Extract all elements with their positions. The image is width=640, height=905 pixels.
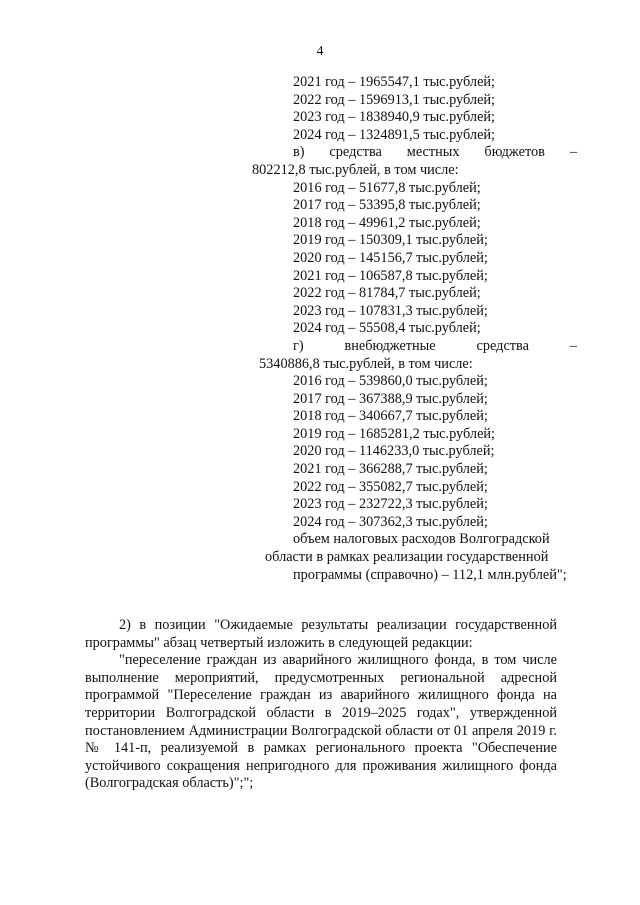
extra-budget-total: 5340886,8 тыс.рублей, в том числе: (259, 355, 473, 372)
local-dash: – (569, 144, 577, 161)
local-year-2023: 2023 год – 107831,3 тыс.рублей; (293, 302, 488, 319)
extra-year-2024: 2024 год – 307362,3 тыс.рублей; (293, 513, 488, 530)
amendment-quote: "переселение граждан из аварийного жилищного фонда, в том числе выполнение мероприятий, предусмотренных региональной адресной программой "Переселение граждан из аварийного жилищного фонда на территории Волгоградской области в 2019–2025 годах", утвержденной постановлением Администрации Волгоградской области от 01 апреля 2019 г. № 141-п, реализуемой в рамках регионального проекта "Обеспечение устойчивого сокращения непригодного для проживания жилищного фонда (Волгоградская область)";"; (85, 652, 557, 792)
extra-word-2: средства (476, 337, 529, 354)
extra-year-2016: 2016 год – 539860,0 тыс.рублей; (293, 373, 488, 390)
regional-year-2022: 2022 год – 1596913,1 тыс.рублей; (293, 91, 496, 108)
regional-year-2024: 2024 год – 1324891,5 тыс.рублей; (293, 126, 496, 143)
local-year-2017: 2017 год – 53395,8 тыс.рублей; (293, 197, 481, 214)
extra-letter: г) (293, 337, 304, 354)
local-letter: в) (293, 144, 305, 161)
extra-year-2019: 2019 год – 1685281,2 тыс.рублей; (293, 425, 496, 442)
budget-column (252, 74, 577, 584)
extra-year-2021: 2021 год – 366288,7 тыс.рублей; (293, 461, 488, 478)
extra-budget-heading (265, 338, 577, 356)
local-year-2018: 2018 год – 49961,2 тыс.рублей; (293, 214, 481, 231)
extra-year-2023: 2023 год – 232722,3 тыс.рублей; (293, 496, 488, 513)
extra-word-1: внебюджетные (344, 337, 436, 354)
local-budget-heading (265, 144, 577, 162)
regional-year-2023: 2023 год – 1838940,9 тыс.рублей; (293, 109, 496, 126)
local-year-2020: 2020 год – 145156,7 тыс.рублей; (293, 249, 488, 266)
amendment-section (85, 617, 557, 793)
tax-expenditure-line-1: объем налоговых расходов Волгоградской (293, 531, 550, 548)
local-year-2019: 2019 год – 150309,1 тыс.рублей; (293, 232, 488, 249)
regional-year-2021: 2021 год – 1965547,1 тыс.рублей; (293, 74, 496, 90)
local-year-2016: 2016 год – 51677,8 тыс.рублей; (293, 179, 481, 196)
amendment-paragraph-2: 2) в позиции "Ожидаемые результаты реализации государственной программы" абзац четвертый изложить в следующей редакции: (85, 617, 557, 651)
extra-year-2020: 2020 год – 1146233,0 тыс.рублей; (293, 443, 495, 460)
local-word-3: бюджетов (484, 144, 545, 161)
local-year-2022: 2022 год – 81784,7 тыс.рублей; (293, 285, 481, 302)
local-year-2021: 2021 год – 106587,8 тыс.рублей; (293, 267, 488, 284)
tax-expenditure-line-2: области в рамках реализации государственной (265, 549, 549, 566)
extra-year-2018: 2018 год – 340667,7 тыс.рублей; (293, 408, 488, 425)
tax-expenditure-line-3: программы (справочно) – 112,1 млн.рублей"; (293, 566, 567, 583)
local-word-1: средства (329, 144, 382, 161)
extra-year-2017: 2017 год – 367388,9 тыс.рублей; (293, 390, 488, 407)
extra-year-2022: 2022 год – 355082,7 тыс.рублей; (293, 478, 488, 495)
page-number: 4 (316, 44, 324, 59)
local-year-2024: 2024 год – 55508,4 тыс.рублей; (293, 320, 481, 337)
local-word-2: местных (406, 144, 460, 161)
extra-dash: – (569, 337, 577, 354)
local-budget-total: 802212,8 тыс.рублей, в том числе: (252, 161, 459, 178)
